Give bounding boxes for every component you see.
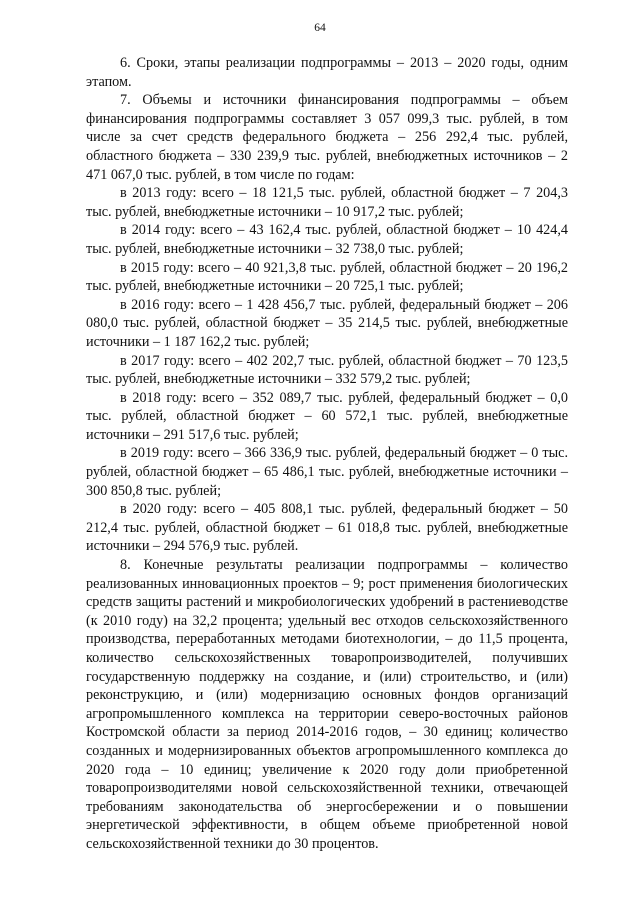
paragraph-funding-total: 7. Объемы и источники финансирования подпрограммы – объем финансирования подпрограммы составляет 3 057 099,3 тыс. рублей, в том числе за счет средств федерального бюджета – 256 292,4 тыс. рублей, областного бюджета – 330 239,9 тыс. рублей, внебюджетных источников – 2 471 067,0 тыс. рублей, в том числе по годам: <box>86 92 568 183</box>
paragraph-funding-2018: в 2018 году: всего – 352 089,7 тыс. рублей, федеральный бюджет – 0,0 тыс. рублей, областной бюджет – 60 572,1 тыс. рублей, внебюджетные источники – 291 517,6 тыс. рублей; <box>86 389 568 443</box>
paragraph-funding-2015: в 2015 году: всего – 40 921,3,8 тыс. рублей, областной бюджет – 20 196,2 тыс. рублей, внебюджетные источники – 20 725,1 тыс. рублей; <box>86 259 568 295</box>
paragraph-funding-2019: в 2019 году: всего – 366 336,9 тыс. рублей, федеральный бюджет – 0 тыс. рублей, областной бюджет – 65 486,1 тыс. рублей, внебюджетные источники – 300 850,8 тыс. рублей; <box>86 445 568 499</box>
paragraph-timeline: 6. Сроки, этапы реализации подпрограммы – 2013 – 2020 годы, одним этапом. <box>86 55 568 90</box>
paragraph-funding-2013: в 2013 году: всего – 18 121,5 тыс. рублей, областной бюджет – 7 204,3 тыс. рублей, внебюджетные источники – 10 917,2 тыс. рублей; <box>86 185 568 220</box>
page-number: 64 <box>314 22 326 34</box>
paragraph-expected-results: 8. Конечные результаты реализации подпрограммы – количество реализованных инновационных проектов – 9; рост применения биологических средств защиты растений и микробиологических удобрений в растениеводстве (к 2010 году) на 32,2 процента; удельный вес отходов сельскохозяйственного производства, переработанных методами биотехнологии, – до 11,5 процента, количество сельскохозяйственных товаропроизводителей, получивших государственную поддержку на создание, и (или) строительство, и (или) реконструкцию, и (или) модернизацию основных фондов организаций агропромышленного комплекса на территории северо-восточных районов Костромской области за период 2014-2016 годов, – 30 единиц; количество созданных и модернизированных объектов агропромышленного комплекса до 2020 года – 10 единиц; увеличение к 2020 году доли приобретенной товаропроизводителями новой сельскохозяйственной техники, отвечающей требованиям законодательства об энергосбережении и о повышении энергетической эффективности, в общем объеме приобретенной новой сельскохозяйственной техники до 30 процентов. <box>86 557 568 852</box>
document-body <box>86 54 568 854</box>
paragraph-funding-2014: в 2014 году: всего – 43 162,4 тыс. рублей, областной бюджет – 10 424,4 тыс. рублей, внебюджетные источники – 32 738,0 тыс. рублей; <box>86 222 568 257</box>
paragraph-funding-2020: в 2020 году: всего – 405 808,1 тыс. рублей, федеральный бюджет – 50 212,4 тыс. рублей, областной бюджет – 61 018,8 тыс. рублей, внебюджетные источники – 294 576,9 тыс. рублей. <box>86 501 568 555</box>
paragraph-funding-2016: в 2016 году: всего – 1 428 456,7 тыс. рублей, федеральный бюджет – 206 080,0 тыс. рублей, областной бюджет – 35 214,5 тыс. рублей, внебюджетные источники – 1 187 162,2 тыс. рублей; <box>86 296 568 350</box>
paragraph-funding-2017: в 2017 году: всего – 402 202,7 тыс. рублей, областной бюджет – 70 123,5 тыс. рублей, внебюджетные источники – 332 579,2 тыс. рублей; <box>86 352 568 388</box>
